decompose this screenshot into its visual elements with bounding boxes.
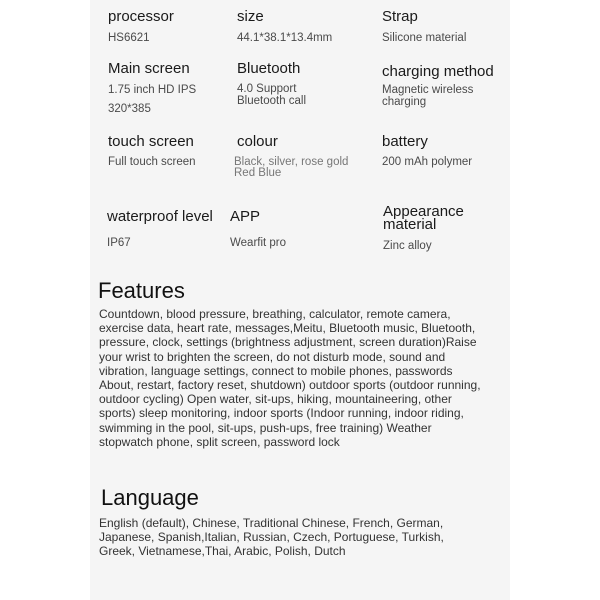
- main-screen-value-line1: 1.75 inch HD IPS: [108, 84, 197, 96]
- features-line: pressure, clock, settings (brightness adjustment, screen duration)Raise: [99, 335, 477, 350]
- appearance-value: Zinc alloy: [383, 240, 432, 252]
- strap-value: Silicone material: [382, 32, 467, 44]
- main-screen-label: Main screen: [108, 60, 190, 77]
- colour-value-line2: Red Blue: [234, 167, 282, 179]
- charging-value-line1: Magnetic wireless: [382, 84, 474, 96]
- colour-value-line1: Black, silver, rose gold: [234, 156, 349, 168]
- bluetooth-value-line2: Bluetooth call: [237, 95, 307, 107]
- charging-value-line2: charging: [382, 96, 427, 108]
- app-label: APP: [230, 208, 261, 225]
- features-line: your wrist to brighten the screen, do not disturb mode, sound and: [99, 349, 446, 364]
- bluetooth-label: Bluetooth: [237, 60, 301, 77]
- language-heading: Language: [101, 485, 199, 510]
- language-line: English (default), Chinese, Traditional Chinese, French, German,: [99, 516, 444, 530]
- language-line: Japanese, Spanish,Italian, Russian, Czech, Portuguese, Turkish,: [99, 530, 444, 545]
- touch-screen-label: touch screen: [108, 133, 194, 150]
- waterproof-value: IP67: [107, 237, 131, 249]
- colour-label: colour: [237, 133, 278, 150]
- appearance-label-line1: Appearance: [383, 203, 464, 220]
- features-line: exercise data, heart rate, messages,Meitu, Bluetooth music, Bluetooth,: [99, 321, 476, 336]
- features-heading: Features: [98, 278, 185, 303]
- features-line: outdoor cycling) Open water, sit-ups, hiking, mountaineering, other: [99, 392, 452, 407]
- touch-screen-value: Full touch screen: [108, 156, 196, 168]
- size-label: size: [237, 8, 264, 25]
- size-value: 44.1*38.1*13.4mm: [237, 32, 333, 44]
- features-paragraph: [99, 307, 481, 449]
- features-line: vibration, language settings, connect to mobile phones, passwords: [99, 363, 453, 378]
- features-line: swimming in the pool, sit-ups, push-ups, free training) Weather: [99, 420, 432, 435]
- main-screen-value-line2: 320*385: [108, 103, 151, 115]
- language-line: Greek, Vietnamese,Thai, Arabic, Polish, Dutch: [99, 544, 346, 559]
- processor-value: HS6621: [108, 32, 150, 44]
- features-line: About, restart, factory reset, shutdown) outdoor sports (outdoor running,: [99, 378, 481, 393]
- battery-value: 200 mAh polymer: [382, 156, 473, 168]
- battery-label: battery: [382, 133, 428, 150]
- processor-label: processor: [108, 8, 174, 25]
- features-line: Countdown, blood pressure, breathing, calculator, remote camera,: [99, 307, 451, 321]
- charging-label: charging method: [382, 63, 494, 80]
- features-line: stopwatch phone, split screen, password lock: [99, 434, 340, 449]
- waterproof-label: waterproof level: [107, 208, 213, 225]
- strap-label: Strap: [382, 8, 418, 25]
- bluetooth-value-line1: 4.0 Support: [237, 83, 297, 95]
- app-value: Wearfit pro: [230, 237, 287, 249]
- language-paragraph: [99, 516, 444, 559]
- appearance-label-line2: material: [383, 216, 437, 233]
- features-line: sports) sleep monitoring, indoor sports (Indoor running, indoor riding,: [99, 406, 464, 421]
